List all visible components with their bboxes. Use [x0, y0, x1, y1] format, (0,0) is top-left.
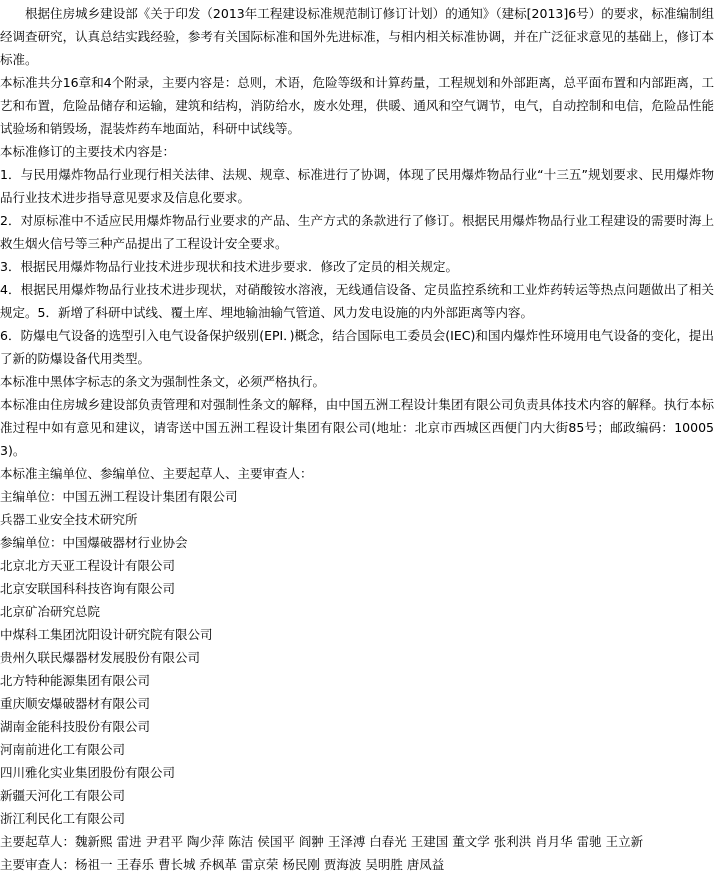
revision-item: 1．与民用爆炸物品行业现行相关法律、法规、规章、标准进行了协调，体现了民用爆炸物品行业“十三五”规划要求、民用爆炸物品行业技术进步指导意见要求及信息化要求。 [0, 167, 714, 205]
participating-unit: 新疆天河化工有限公司 [0, 788, 126, 803]
participating-unit: 北京矿冶研究总院 [0, 604, 101, 619]
participating-unit: 北方特种能源集团有限公司 [0, 673, 151, 688]
participating-unit: 贵州久联民爆器材发展股份有限公司 [0, 650, 201, 665]
units-heading: 本标准主编单位、参编单位、主要起草人、主要审查人： [0, 466, 313, 481]
chief-editing-unit: 兵器工业安全技术研究所 [0, 512, 138, 527]
revision-item: 3．根据民用爆炸物品行业技术进步现状和技术进步要求．修改了定员的相关规定。 [0, 259, 458, 274]
chief-editing-unit: 主编单位：中国五洲工程设计集团有限公司 [0, 489, 238, 504]
participating-unit: 河南前进化工有限公司 [0, 742, 126, 757]
management-paragraph: 本标准由住房城乡建设部负责管理和对强制性条文的解释，由中国五洲工程设计集团有限公司负责具体技术内容的解释。执行本标准过程中如有意见和建议，请寄送中国五洲工程设计集团有限公司(地址：北京市西城区西便门内大街85号；邮政编码：100053)。 [0, 397, 714, 458]
revision-item: 2．对原标准中不适应民用爆炸物品行业要求的产品、生产方式的条款进行了修订。根据民用爆炸物品行业工程建设的需要时海上救生烟火信号等三种产品提出了工程设计安全要求。 [0, 213, 714, 251]
participating-unit: 浙江利民化工有限公司 [0, 811, 126, 826]
participating-unit: 湖南金能科技股份有限公司 [0, 719, 151, 734]
participating-unit: 中煤科工集团沈阳设计研究院有限公司 [0, 627, 213, 642]
scope-paragraph: 本标准共分16章和4个附录，主要内容是：总则，术语，危险等级和计算药量，工程规划和外部距离，总平面布置和内部距离，工艺和布置，危险品储存和运输，建筑和结构，消防给水，废水处理，供暖、通风和空气调节，电气，自动控制和电信，危险品性能试验场和销毁场，混装炸药车地面站，科研中试线等。 [0, 75, 714, 136]
participating-unit: 参编单位：中国爆破器材行业协会 [0, 535, 188, 550]
main-reviewers: 主要审查人：杨祖一 王春乐 曹长城 乔枫革 雷京荣 杨民刚 贾海波 吴明胜 唐凤益 [0, 857, 445, 872]
participating-unit: 北京安联国科科技咨询有限公司 [0, 581, 176, 596]
revision-heading: 本标准修订的主要技术内容是： [0, 144, 176, 159]
main-drafters: 主要起草人：魏新熙 雷进 尹君平 陶少萍 陈洁 侯国平 阎翀 王泽溥 白春光 王建国 董文学 张利洪 肖月华 雷驰 王立新 [0, 834, 644, 849]
participating-unit: 重庆顺安爆破器材有限公司 [0, 696, 151, 711]
mandatory-provisions-note: 本标准中黑体字标志的条文为强制性条文，必须严格执行。 [0, 374, 326, 389]
intro-paragraph: 根据住房城乡建设部《关于印发（2013年工程建设标准规范制订修订计划）的通知》（建标[2013]6号）的要求，标准编制组经调查研究，认真总结实践经验，参考有关国际标准和国外先进标准，与相内相关标准协调，并在广泛征求意见的基础上，修订本标准。 [0, 6, 714, 67]
revision-item: 4．根据民用爆炸物品行业技术进步现状，对硝酸铵水溶液，无线通信设备、定员监控系统和工业炸药转运等热点问题做出了相关规定。5．新增了科研中试线、覆土库、埋地输油输气管道、风力发电设施的内外部距离等内容。 [0, 282, 714, 320]
participating-unit: 四川雅化实业集团股份有限公司 [0, 765, 176, 780]
participating-unit: 北京北方天亚工程设计有限公司 [0, 558, 176, 573]
revision-item: 6．防爆电气设备的选型引入电气设备保护级别(EPI．)概念，结合国际电工委员会(IEC)和国内爆炸性环境用电气设备的变化，提出了新的防爆设备代用类型。 [0, 328, 714, 366]
